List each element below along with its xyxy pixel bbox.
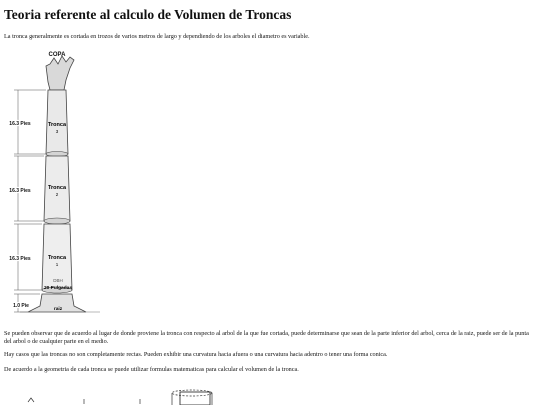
- root-label: raiz: [53, 307, 63, 312]
- log-3-name: Tronca: [47, 122, 67, 128]
- curvature-paragraph: Hay casos que las troncas no son completamente rectas. Pueden exhibir una curvatura hacia afuera o una curvatura hacia adentro o tener una forma conica.: [4, 351, 388, 358]
- length-label-2: 16.3 Pies: [9, 188, 31, 194]
- log-2-name: Tronca: [47, 185, 67, 191]
- intro-paragraph: La tronca generalmente es cortada en trozos de varios metros de largo y dependiendo de los arboles el diametro es variable.: [4, 33, 310, 40]
- tree-trunk-diagram: [0, 44, 120, 326]
- length-label-1: 16.3 Pies: [9, 256, 31, 262]
- dbh-label: DBH: [53, 278, 63, 283]
- stump-length-label: 1.0 Pie: [13, 303, 29, 309]
- length-label-3: 16.3 Pies: [9, 121, 31, 127]
- origin-paragraph: Se pueden observar que de acuerdo al lugar de donde proviene la tronca con respecto al arbol de la que fue cortada, puede determinarse que sean de la parte inferior del arbol, cerca de la raiz, puede ser de la punta del arbol o de cualquier parte en el medio.: [4, 330, 529, 345]
- formulas-paragraph: De acuerdo a la geometria de cada tronca se puede utilizar formulas matematicas para calcular el volumen de la tronca.: [4, 366, 299, 373]
- log-1-name: Tronca: [47, 255, 67, 261]
- diameter-label: 20 Pulgadas: [44, 286, 72, 291]
- log-1-number: 1: [55, 262, 59, 267]
- tree-crown-drawing: [46, 56, 74, 90]
- log-3-number: 3: [55, 129, 59, 134]
- log-shapes-figure: [0, 380, 540, 405]
- log-2-number: 2: [55, 192, 59, 197]
- copa-label: COPA: [48, 52, 66, 58]
- page-title: Teoria referente al calculo de Volumen de Troncas: [4, 7, 292, 22]
